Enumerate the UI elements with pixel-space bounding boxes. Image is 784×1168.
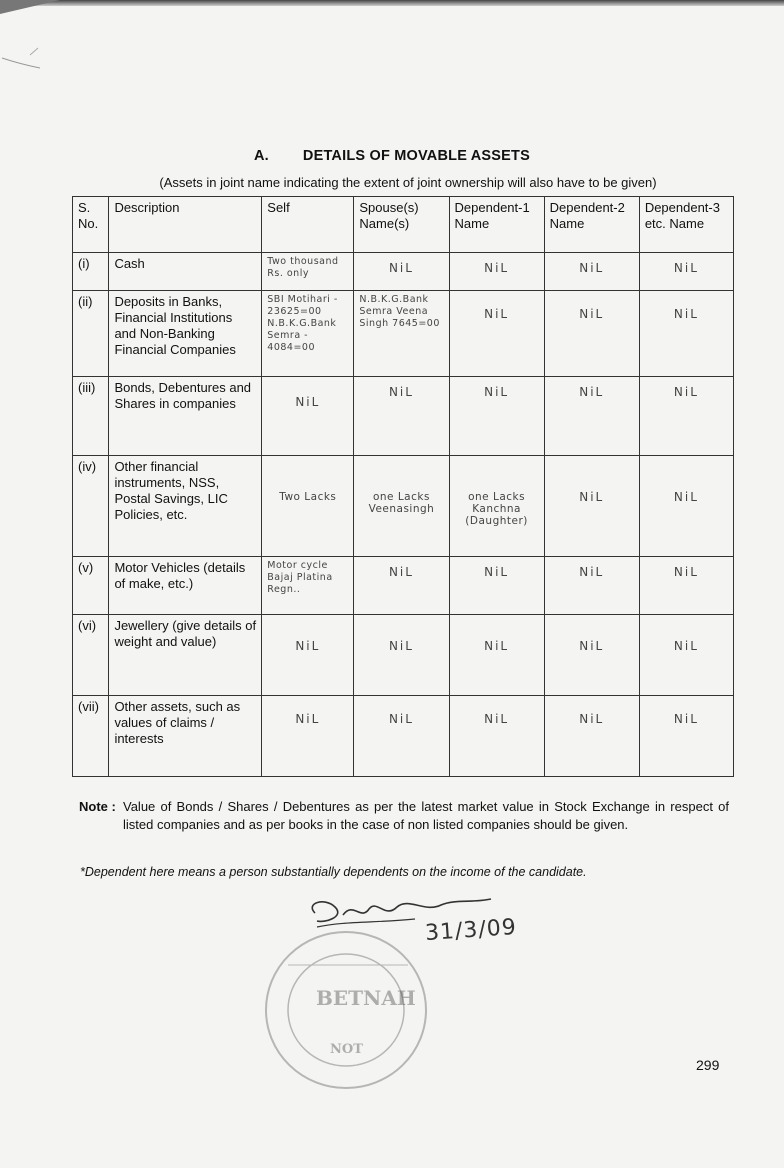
handwritten-entry: SBI Motihari - 23625=00 N.B.K.G.Bank Semra - 4084=00 xyxy=(267,294,338,353)
handwritten-entry: NiL xyxy=(579,712,605,726)
row-dependent-2 xyxy=(544,696,639,777)
handwritten-entry: NiL xyxy=(388,565,414,579)
handwritten-entry: one Lacks Kanchna (Daughter) xyxy=(465,491,528,527)
row-self xyxy=(262,456,354,557)
handwritten-entry: NiL xyxy=(484,385,510,399)
handwritten-entry: NiL xyxy=(295,712,321,726)
handwritten-entry: NiL xyxy=(673,639,699,653)
table-row xyxy=(73,696,734,777)
handwritten-entry: NiL xyxy=(484,712,510,726)
handwritten-entry: NiL xyxy=(484,261,510,275)
handwritten-entry: NiL xyxy=(579,490,605,504)
row-dependent-3 xyxy=(639,696,733,777)
table-row xyxy=(73,291,734,377)
row-sno: (i) xyxy=(73,253,109,291)
row-dependent-3 xyxy=(639,615,733,696)
row-dependent-2 xyxy=(544,557,639,615)
handwritten-entry: NiL xyxy=(673,490,699,504)
row-dependent-1 xyxy=(449,696,544,777)
header-spouse: Spouse(s) Name(s) xyxy=(354,197,449,253)
movable-assets-table xyxy=(72,196,734,777)
row-description: Deposits in Banks, Financial Institutions and Non-Banking Financial Companies xyxy=(109,291,262,377)
row-self xyxy=(262,377,354,456)
handwritten-entry: one Lacks Veenasingh xyxy=(368,491,435,515)
row-spouse xyxy=(354,615,449,696)
header-sno: S. No. xyxy=(73,197,109,253)
row-description: Other assets, such as values of claims / interests xyxy=(109,696,262,777)
section-subtitle: (Assets in joint name indicating the extent of joint ownership will also have to be given) xyxy=(159,175,657,190)
handwritten-entry: Two thousand Rs. only xyxy=(267,256,339,279)
row-self xyxy=(262,696,354,777)
table-row xyxy=(73,557,734,615)
handwritten-entry: NiL xyxy=(579,639,605,653)
table-header-row xyxy=(73,197,734,253)
handwritten-entry: NiL xyxy=(579,565,605,579)
handwritten-entry: NiL xyxy=(484,639,510,653)
row-dependent-3 xyxy=(639,456,733,557)
row-dependent-2 xyxy=(544,456,639,557)
row-sno: (vii) xyxy=(73,696,109,777)
handwritten-entry: NiL xyxy=(579,385,605,399)
handwritten-entry: NiL xyxy=(388,639,414,653)
row-sno: (ii) xyxy=(73,291,109,377)
row-dependent-2 xyxy=(544,291,639,377)
row-spouse xyxy=(354,696,449,777)
row-dependent-1 xyxy=(449,377,544,456)
handwritten-entry: NiL xyxy=(295,639,321,653)
row-dependent-3 xyxy=(639,253,733,291)
table-row xyxy=(73,377,734,456)
page-number: 299 xyxy=(696,1057,720,1073)
note-label: Note : xyxy=(79,799,116,814)
row-dependent-1 xyxy=(449,291,544,377)
row-dependent-3 xyxy=(639,291,733,377)
row-self xyxy=(262,557,354,615)
scan-corner-mark xyxy=(0,0,60,80)
signature-date: 31/3/09 xyxy=(424,914,518,947)
handwritten-entry: NiL xyxy=(295,395,321,409)
valuation-note xyxy=(79,798,729,834)
note-text: Value of Bonds / Shares / Debentures as per the latest market value in Stock Exchange in respect of listed companies and as per books in the case of non listed companies should be given. xyxy=(123,799,729,832)
row-self xyxy=(262,291,354,377)
handwritten-entry: NiL xyxy=(388,261,414,275)
header-dependent-1: Dependent-1 Name xyxy=(449,197,544,253)
row-dependent-1 xyxy=(449,557,544,615)
handwritten-entry: NiL xyxy=(388,712,414,726)
row-spouse xyxy=(354,291,449,377)
handwritten-entry: NiL xyxy=(388,385,414,399)
handwritten-entry: NiL xyxy=(484,307,510,321)
row-dependent-2 xyxy=(544,615,639,696)
handwritten-entry: NiL xyxy=(579,307,605,321)
table-row xyxy=(73,615,734,696)
header-description: Description xyxy=(109,197,262,253)
row-description: Cash xyxy=(109,253,262,291)
handwritten-entry: NiL xyxy=(484,565,510,579)
table-row xyxy=(73,456,734,557)
handwritten-entry: N.B.K.G.Bank Semra Veena Singh 7645=00 xyxy=(359,294,440,329)
handwritten-entry: NiL xyxy=(673,565,699,579)
handwritten-entry: NiL xyxy=(673,307,699,321)
header-dependent-2: Dependent-2 Name xyxy=(544,197,639,253)
row-description: Jewellery (give details of weight and value) xyxy=(109,615,262,696)
row-spouse xyxy=(354,456,449,557)
section-title: DETAILS OF MOVABLE ASSETS xyxy=(302,148,530,164)
row-sno: (vi) xyxy=(73,615,109,696)
section-heading xyxy=(0,148,784,164)
row-sno: (iv) xyxy=(73,456,109,557)
handwritten-entry: NiL xyxy=(673,712,699,726)
row-dependent-1 xyxy=(449,253,544,291)
section-letter: A. xyxy=(254,148,269,164)
row-dependent-3 xyxy=(639,377,733,456)
row-description: Other financial instruments, NSS, Postal Savings, LIC Policies, etc. xyxy=(109,456,262,557)
table-row xyxy=(73,253,734,291)
row-dependent-1 xyxy=(449,615,544,696)
header-self: Self xyxy=(262,197,354,253)
header-dependent-3: Dependent-3 etc. Name xyxy=(639,197,733,253)
official-stamp xyxy=(258,925,438,1095)
row-dependent-2 xyxy=(544,253,639,291)
row-dependent-3 xyxy=(639,557,733,615)
svg-text:NOT: NOT xyxy=(330,1042,363,1057)
row-dependent-1 xyxy=(449,456,544,557)
row-self xyxy=(262,253,354,291)
dependent-footnote: *Dependent here means a person substantially dependents on the income of the candidate. xyxy=(80,865,587,879)
row-sno: (iii) xyxy=(73,377,109,456)
row-sno: (v) xyxy=(73,557,109,615)
scan-edge xyxy=(0,0,784,6)
handwritten-entry: NiL xyxy=(673,261,699,275)
handwritten-entry: Two Lacks xyxy=(279,491,337,503)
row-description: Bonds, Debentures and Shares in companies xyxy=(109,377,262,456)
svg-text:BETNAH: BETNAH xyxy=(316,986,416,1010)
handwritten-entry: Motor cycle Bajaj Platina Regn.. xyxy=(267,560,333,595)
handwritten-entry: NiL xyxy=(673,385,699,399)
row-spouse xyxy=(354,253,449,291)
row-spouse xyxy=(354,377,449,456)
row-description: Motor Vehicles (details of make, etc.) xyxy=(109,557,262,615)
row-dependent-2 xyxy=(544,377,639,456)
row-spouse xyxy=(354,557,449,615)
row-self xyxy=(262,615,354,696)
handwritten-entry: NiL xyxy=(579,261,605,275)
